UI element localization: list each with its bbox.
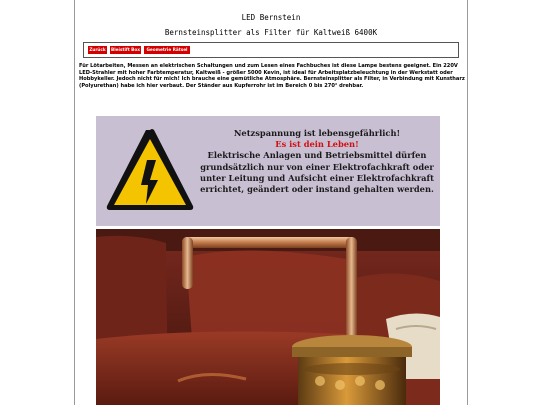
geometry-puzzle-button[interactable]: Geometrie Rätsel [144,46,190,54]
warning-line-1: Netzspannung ist lebensgefährlich! [233,128,401,138]
intro-text: Für Lötarbeiten, Messen an elektrischen Schaltungen und zum Lesen eines Fachbuches ist diese Lampe bestens geeignet. Ein 220V LED-Strahler mit hoher Farbtemperatur, Kaltweiß - größer 5000 Kevin, ist ideal für Arbeitsplatzbeleuchtung in der Werkstatt oder Hobbykeller. Jedoch nicht für mich! Ich brauche eine gemütliche Atmosphäre. Bernsteinsplitter als Filter, in Verbindung mit Kunstharz (Polyurethan) habe ich hier verbaut. Der Ständer aus Kupferrohr ist im Bereich 0 bis 270° drehbar. [79,63,465,89]
nav-bar [83,42,459,58]
warning-line-6: errichtet, geändert oder instand gehalten werden. [200,184,434,195]
warning-text [198,128,436,195]
page-title: LED Bernstein [241,13,301,22]
pencil-box-button[interactable]: Bleistift Box [111,47,140,52]
warning-banner [96,116,440,226]
warning-line-5: unter Leitung und Aufsicht einer Elektrofachkraft [200,172,434,183]
back-button[interactable]: Zurück [89,47,106,52]
high-voltage-warning-icon [103,124,197,218]
warning-line-4: grundsätzlich nur von einer Elektrofachkraft oder [200,161,434,172]
page-subtitle: Bernsteinsplitter als Filter für Kaltweiß 6400K [164,28,378,37]
lamp-photo [96,229,440,405]
warning-line-2: Es ist dein Leben! [275,139,359,150]
page-container [74,0,468,405]
warning-line-3: Elektrische Anlagen und Betriebsmittel dürfen [207,150,427,161]
